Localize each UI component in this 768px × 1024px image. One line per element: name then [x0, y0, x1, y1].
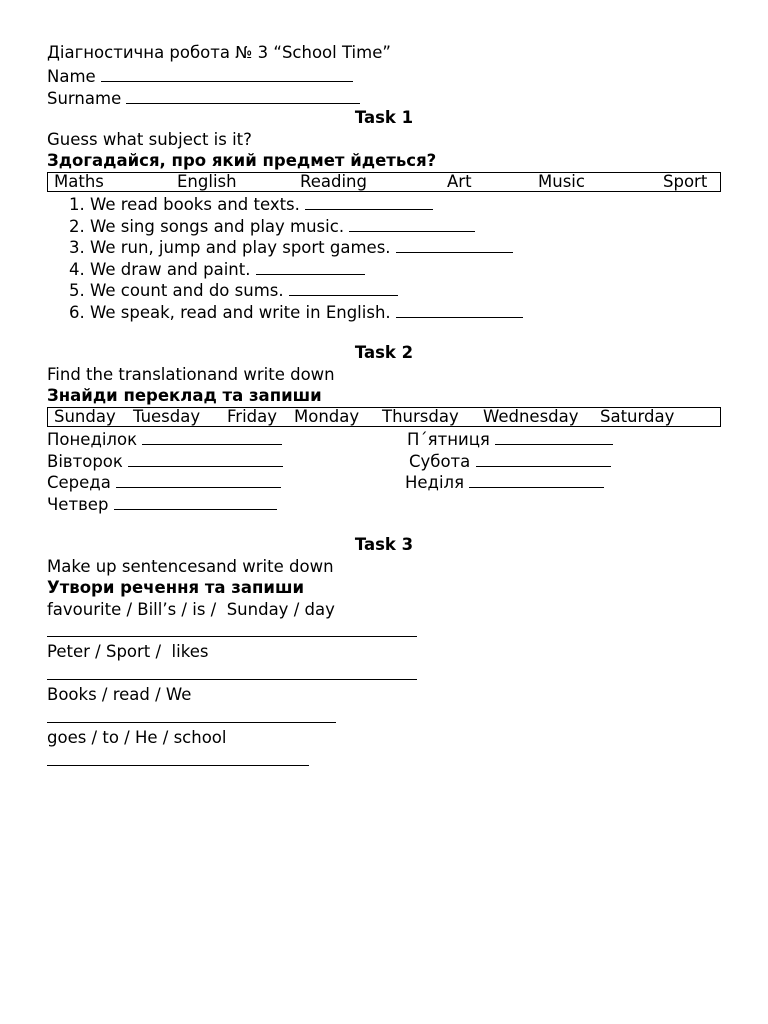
ua-word: Четвер	[47, 495, 109, 514]
task1-title: Task 1	[354, 108, 414, 127]
sentence-prompt: Peter / Sport / likes	[47, 642, 209, 661]
list-item: 5. We count and do sums.	[69, 279, 398, 301]
name-label: Name	[47, 67, 96, 86]
answer-line[interactable]	[47, 679, 417, 680]
task2-instruction-ua: Знайди переклад та запиши	[47, 386, 322, 405]
list-item: 1. We read books and texts.	[69, 193, 433, 215]
sentence-prompt: favourite / Bill’s / is / Sunday / day	[47, 600, 335, 619]
list-item: 2. We sing songs and play music.	[69, 215, 475, 237]
translation-row	[409, 450, 611, 472]
days-box	[47, 407, 721, 427]
surname-blank[interactable]	[126, 87, 360, 104]
task2-title: Task 2	[354, 343, 414, 362]
subject-sport: Sport	[663, 172, 708, 191]
answer-blank[interactable]	[256, 258, 365, 275]
task3-instruction-en: Make up sentencesand write down	[47, 557, 334, 576]
day-saturday: Saturday	[600, 407, 675, 426]
task2-instruction-en: Find the translationand write down	[47, 365, 335, 384]
answer-blank[interactable]	[476, 450, 611, 467]
item-text: We run, jump and play sport games.	[90, 238, 391, 257]
day-friday: Friday	[227, 407, 278, 426]
sentence-prompt: Books / read / We	[47, 685, 192, 704]
name-blank[interactable]	[101, 65, 353, 82]
list-item: 3. We run, jump and play sport games.	[69, 236, 513, 258]
answer-blank[interactable]	[128, 450, 283, 467]
ua-word: Субота	[409, 452, 471, 471]
item-text: We read books and texts.	[90, 195, 300, 214]
worksheet-title: Діагностична робота № 3 “School Time”	[47, 43, 391, 62]
list-item: 6. We speak, read and write in English.	[69, 301, 523, 323]
task1-instruction-ua: Здогадайся, про який предмет йдеться?	[47, 151, 437, 170]
surname-row	[47, 87, 360, 109]
day-wednesday: Wednesday	[483, 407, 579, 426]
translation-row	[407, 428, 613, 450]
item-text: We count and do sums.	[90, 281, 284, 300]
surname-label: Surname	[47, 89, 122, 108]
day-sunday: Sunday	[54, 407, 116, 426]
item-text: We sing songs and play music.	[90, 217, 345, 236]
item-text: We speak, read and write in English.	[90, 303, 391, 322]
translation-row	[47, 428, 282, 450]
translation-row	[47, 471, 281, 493]
task3-instruction-ua: Утвори речення та запиши	[47, 578, 305, 597]
subject-reading: Reading	[300, 172, 367, 191]
day-monday: Monday	[294, 407, 360, 426]
translation-row	[47, 493, 277, 515]
ua-word: Неділя	[405, 473, 465, 492]
answer-blank[interactable]	[469, 471, 604, 488]
subjects-box	[47, 172, 721, 192]
list-item: 4. We draw and paint.	[69, 258, 365, 280]
answer-line[interactable]	[47, 765, 309, 766]
answer-blank[interactable]	[396, 236, 513, 253]
answer-line[interactable]	[47, 722, 336, 723]
answer-blank[interactable]	[495, 428, 613, 445]
subject-english: English	[177, 172, 237, 191]
translation-row	[47, 450, 283, 472]
ua-word: Середа	[47, 473, 111, 492]
task1-instruction-en: Guess what subject is it?	[47, 130, 252, 149]
answer-blank[interactable]	[142, 428, 282, 445]
day-tuesday: Tuesday	[133, 407, 201, 426]
answer-blank[interactable]	[305, 193, 433, 210]
ua-word: Вівторок	[47, 452, 123, 471]
subject-maths: Maths	[54, 172, 104, 191]
day-thursday: Thursday	[382, 407, 459, 426]
ua-word: Понеділок	[47, 430, 138, 449]
answer-blank[interactable]	[396, 301, 523, 318]
answer-blank[interactable]	[114, 493, 277, 510]
answer-blank[interactable]	[116, 471, 281, 488]
answer-blank[interactable]	[349, 215, 475, 232]
task3-title: Task 3	[354, 535, 414, 554]
ua-word: П´ятниця	[407, 430, 490, 449]
answer-line[interactable]	[47, 636, 417, 637]
subject-music: Music	[538, 172, 585, 191]
item-text: We draw and paint.	[90, 260, 251, 279]
subject-art: Art	[447, 172, 472, 191]
sentence-prompt: goes / to / He / school	[47, 728, 227, 747]
answer-blank[interactable]	[289, 279, 398, 296]
translation-row	[405, 471, 604, 493]
name-row	[47, 65, 353, 87]
